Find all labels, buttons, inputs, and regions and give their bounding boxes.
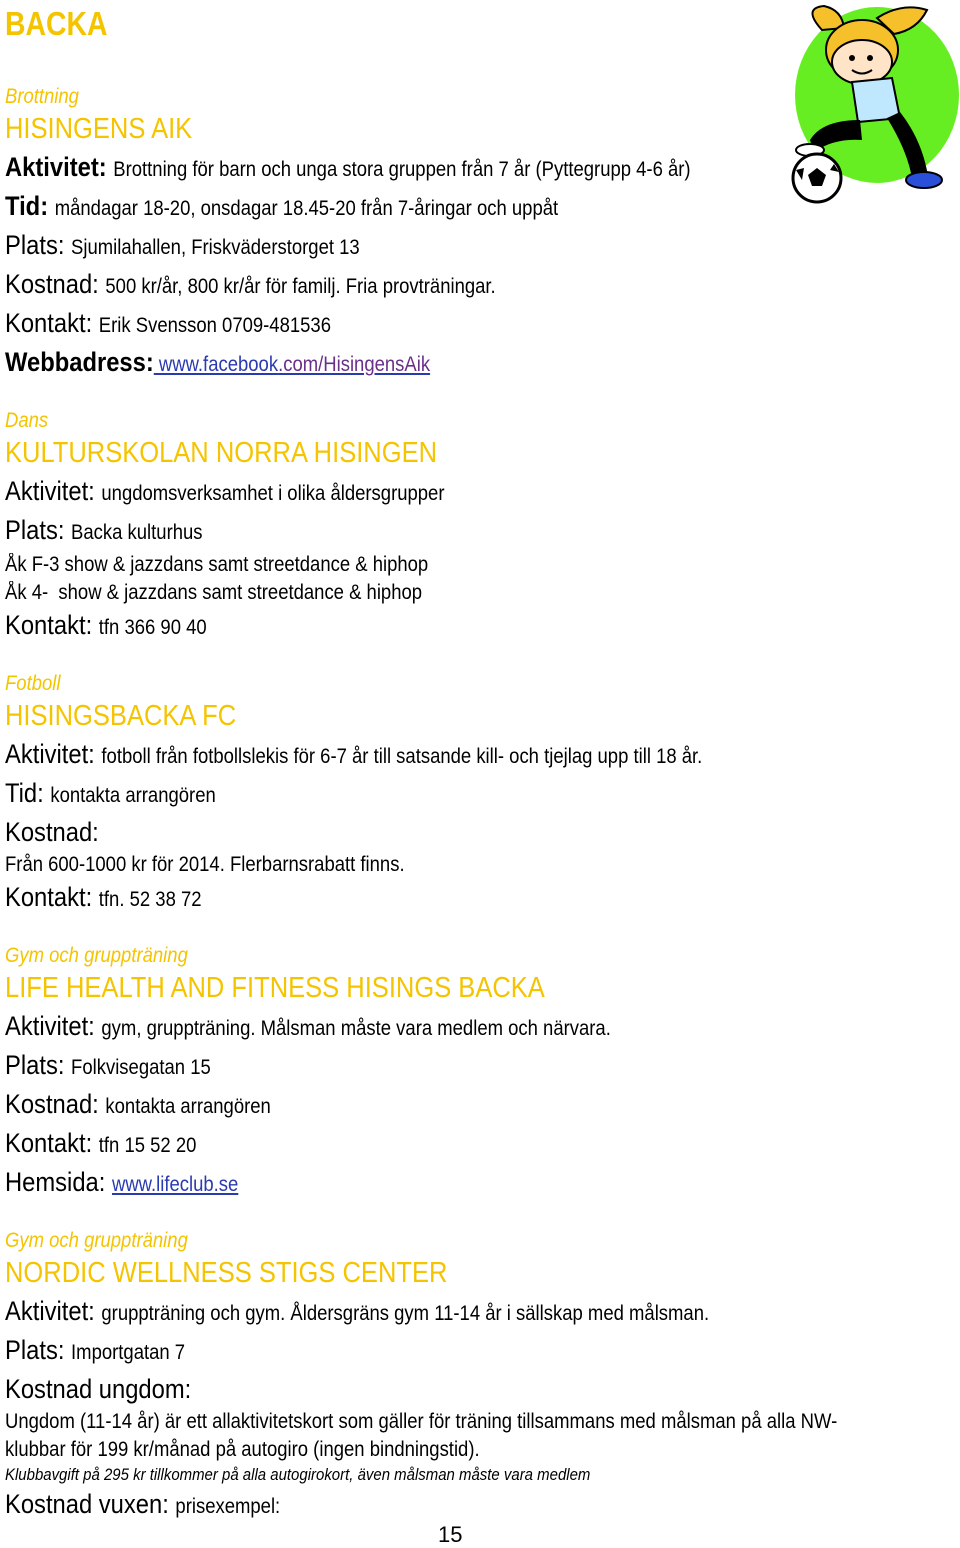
category-heading: Gym och gruppträning [5,944,188,967]
cost-label: Kostnad: [5,817,99,847]
place-value: Importgatan 7 [71,1341,186,1364]
class-line: Åk 4- show & jazzdans samt streetdance & hiphop [5,581,423,604]
time-label: Tid: [5,191,49,221]
place-label: Plats: [5,1335,65,1365]
activity-row [5,736,797,775]
cost-row [5,266,797,305]
contact-value: tfn 15 52 20 [98,1134,197,1157]
web-row [5,344,797,383]
place-label: Plats: [5,1050,65,1080]
contact-label: Kontakt: [5,610,93,640]
activity-row [5,473,797,512]
cost-row [5,1086,797,1125]
place-row [5,227,797,266]
web-label: Hemsida: [5,1167,106,1197]
activity-label: Aktivitet: [5,1296,95,1326]
time-value: måndagar 18-20, onsdagar 18.45-20 från 7-åringar och uppåt [54,197,559,220]
contact-value: tfn 366 90 40 [98,616,207,639]
page-title: BACKA [5,5,108,42]
time-row [5,775,797,814]
cost-row [5,814,797,851]
web-label: Webbadress: [5,347,154,377]
section-life-health [5,941,905,1203]
activity-value: gruppträning och gym. Åldersgräns gym 11-14 år i sällskap med målsman. [101,1302,710,1325]
class-line: Åk F-3 show & jazzdans samt streetdance & hiphop [5,553,429,576]
time-row [5,188,797,227]
organization-name: NORDIC WELLNESS STIGS CENTER [5,1257,448,1289]
category-heading: Dans [5,409,49,432]
cost-value: kontakta arrangören [105,1095,271,1118]
contact-label: Kontakt: [5,882,93,912]
section-dans [5,406,905,646]
contact-label: Kontakt: [5,1128,93,1158]
place-value: Backa kulturhus [71,521,203,544]
category-heading: Gym och gruppträning [5,1229,188,1252]
place-label: Plats: [5,515,65,545]
activity-row [5,1293,797,1332]
category-heading: Fotboll [5,672,61,695]
contact-row [5,305,797,344]
organization-name: HISINGENS AIK [5,113,193,145]
cost-youth-text: klubbar för 199 kr/månad på autogiro (ingen bindningstid). [5,1438,480,1461]
cost-youth-label: Kostnad ungdom: [5,1374,192,1404]
content [5,82,905,1548]
activity-label: Aktivitet: [5,152,107,182]
place-row [5,1332,797,1371]
place-row [5,512,797,551]
cost-label: Kostnad: [5,269,99,299]
lifeclub-link[interactable]: www.lifeclub.se [111,1173,239,1196]
fee-note: Klubbavgift på 295 kr tillkommer på alla autogirokort, även målsman måste vara medlem [5,1465,591,1484]
activity-value: fotboll från fotbollslekis för 6-7 år till satsande kill- och tjejlag upp till 18 år. [101,745,703,768]
cost-adult-row [5,1486,797,1525]
time-value: kontakta arrangören [50,784,216,807]
place-row [5,1047,797,1086]
cost-value: Från 600-1000 kr för 2014. Flerbarnsrabatt finns. [5,853,405,876]
activity-label: Aktivitet: [5,476,95,506]
contact-value: Erik Svensson 0709-481536 [98,314,331,337]
place-value: Sjumilahallen, Friskväderstorget 13 [71,236,360,259]
web-row [5,1164,797,1203]
activity-row [5,1008,797,1047]
organization-name: KULTURSKOLAN NORRA HISINGEN [5,437,438,469]
cost-value: 500 kr/år, 800 kr/år för familj. Fria provträningar. [105,275,496,298]
activity-value: gym, gruppträning. Målsman måste vara medlem och närvara. [101,1017,611,1040]
activity-value: ungdomsverksamhet i olika åldersgrupper [101,482,445,505]
section-brottning [5,82,905,383]
contact-value: tfn. 52 38 72 [98,888,202,911]
section-nordic-wellness [5,1226,905,1525]
cost-youth-text: Ungdom (11-14 år) är ett allaktivitetskort som gäller för träning tillsammans med målsman på alla NW- [5,1410,838,1433]
place-label: Plats: [5,230,65,260]
cost-label: Kostnad: [5,1089,99,1119]
contact-row [5,879,797,918]
facebook-link-part: www.facebook [153,353,279,376]
organization-name: LIFE HEALTH AND FITNESS HISINGS BACKA [5,972,545,1004]
activity-label: Aktivitet: [5,739,95,769]
time-label: Tid: [5,778,44,808]
cost-adult-value: prisexempel: [175,1495,281,1518]
facebook-link-part: .com/HisingensAik [278,353,431,376]
activity-label: Aktivitet: [5,1011,95,1041]
cost-adult-label: Kostnad vuxen: [5,1489,169,1519]
contact-row [5,607,797,646]
category-heading: Brottning [5,85,79,108]
activity-row [5,149,797,188]
contact-row [5,1125,797,1164]
place-value: Folkvisegatan 15 [71,1056,211,1079]
facebook-link[interactable] [154,353,430,376]
activity-value: Brottning för barn och unga stora gruppen från 7 år (Pyttegrupp 4-6 år) [113,158,691,181]
cost-youth-row [5,1371,797,1408]
contact-label: Kontakt: [5,308,93,338]
section-fotboll [5,669,905,918]
organization-name: HISINGSBACKA FC [5,700,237,732]
page-number: 15 [438,1522,463,1547]
